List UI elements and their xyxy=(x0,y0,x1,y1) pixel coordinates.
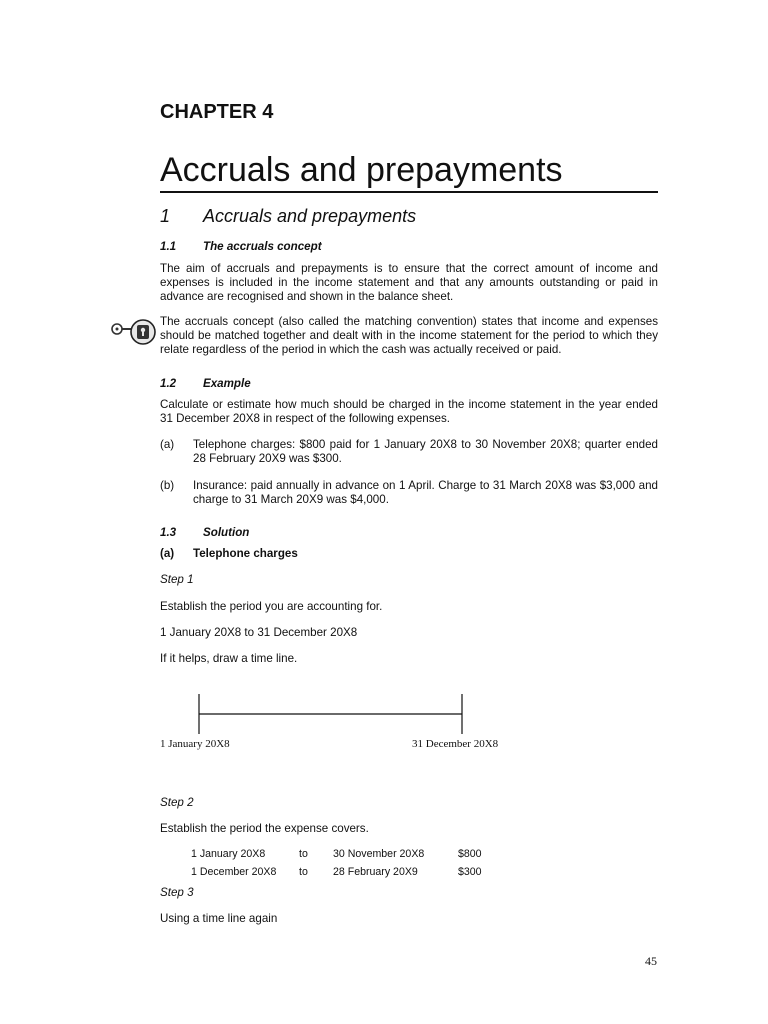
page-number: 45 xyxy=(645,954,657,968)
accruals-concept-paragraph: The accruals concept (also called the matching convention) states that income and expenses should be matched together and dealt with in the income statement for the period to which they relate regardless of the period in which the cash was actually received or paid. xyxy=(160,315,658,356)
item-text-a: Telephone charges: $800 paid for 1 January 20X8 to 30 November 20X8; quarter ended 28 February 20X9 was $300. xyxy=(193,438,658,465)
table-row-2-to: 28 February 20X9 xyxy=(333,866,418,878)
section-number: 1 xyxy=(160,206,171,226)
step-3-text: Using a time line again xyxy=(160,912,278,925)
item-text-b: Insurance: paid annually in advance on 1 April. Charge to 31 March 20X8 was $3,000 and charge to 31 March 20X9 was $4,000. xyxy=(193,479,658,506)
item-label-a: (a) xyxy=(160,438,175,451)
chapter-title: Accruals and prepayments xyxy=(160,151,563,189)
table-row-1-to: 30 November 20X8 xyxy=(333,848,425,860)
chapter-label: CHAPTER 4 xyxy=(160,101,274,123)
table-row-1-amount: $800 xyxy=(458,848,482,860)
item-label-b: (b) xyxy=(160,479,175,492)
step-2-label: Step 2 xyxy=(160,796,194,809)
table-row-2-from: 1 December 20X8 xyxy=(191,866,277,878)
table-row-2-amount: $300 xyxy=(458,866,482,878)
subsection-title-1-2: Example xyxy=(203,377,251,390)
table-row-1-to-word: to xyxy=(299,848,308,860)
timeline-hint: If it helps, draw a time line. xyxy=(160,652,298,665)
timeline-start-label: 1 January 20X8 xyxy=(160,738,230,750)
table-row-1-from: 1 January 20X8 xyxy=(191,848,266,860)
accounting-period: 1 January 20X8 to 31 December 20X8 xyxy=(160,626,358,639)
subsection-title-1-1: The accruals concept xyxy=(203,240,322,253)
title-rule xyxy=(160,191,658,193)
subsection-number-1-2: 1.2 xyxy=(160,377,177,390)
key-icon xyxy=(110,317,156,347)
part-label: (a) xyxy=(160,547,175,560)
subsection-number-1-3: 1.3 xyxy=(160,526,177,539)
step-1-text: Establish the period you are accounting for. xyxy=(160,600,383,613)
subsection-title-1-3: Solution xyxy=(203,526,250,539)
subsection-number-1-1: 1.1 xyxy=(160,240,177,253)
table-row-2-to-word: to xyxy=(299,866,308,878)
step-1-label: Step 1 xyxy=(160,573,194,586)
section-title: Accruals and prepayments xyxy=(203,206,417,226)
step-2-text: Establish the period the expense covers. xyxy=(160,822,369,835)
example-intro: Calculate or estimate how much should be charged in the income statement in the year ended 31 December 20X8 in respect of the following expenses. xyxy=(160,398,658,425)
accruals-aim-paragraph: The aim of accruals and prepayments is to ensure that the correct amount of income and expenses is included in the income statement and that any amounts outstanding or paid in advance are recognised and shown in the balance sheet. xyxy=(160,262,658,303)
part-title: Telephone charges xyxy=(193,547,298,560)
step-3-label: Step 3 xyxy=(160,886,194,899)
timeline-end-label: 31 December 20X8 xyxy=(412,738,499,750)
